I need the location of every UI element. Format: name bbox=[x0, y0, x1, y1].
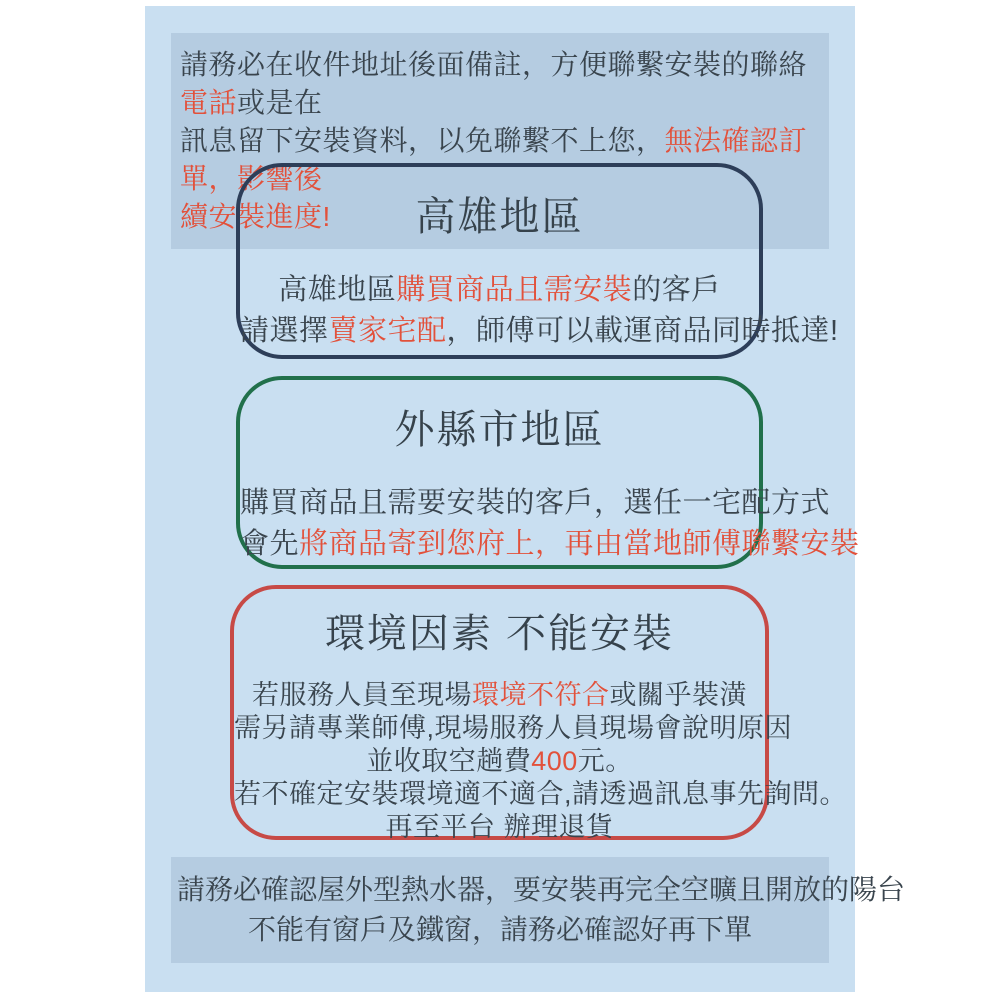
region-box-kaohsiung bbox=[236, 163, 839, 359]
other-counties-box-title: 外縣市地區 bbox=[394, 408, 605, 452]
environment-restriction-box bbox=[230, 585, 848, 842]
other-counties-box-body: 購買商品且需要安裝的客戶，選任一宅配方式 會先將商品寄到您府上，再由當地師傅聯繫安裝 bbox=[240, 487, 860, 560]
top-notice-text: 請務必在收件地址後面備註，方便聯繫安裝的聯絡電話或是在訊息留下安裝資料，以免聯繫不上您，無法確認訂單，影響後續安裝進度! bbox=[180, 49, 808, 232]
environment-box-body: 若服務人員至現場環境不符合或關乎裝潢 需另請專業師傅,現場服務人員現場會說明原因 並收取空趟費400元。 若不確定安裝環境適不適合,請透過訊息事先詢問。 再至平台 辦理退貨 bbox=[234, 680, 848, 842]
kaohsiung-box-title: 高雄地區 bbox=[415, 195, 584, 239]
bottom-notice-text: 請務必確認屋外型熱水器，要安裝再完全空曠且開放的陽台 不能有窗戶及鐵窗，請務必確認好再下單 bbox=[177, 874, 906, 945]
kaohsiung-box-body: 高雄地區購買商品且需安裝的客戶 請選擇賣家宅配，師傅可以載運商品同時抵達! bbox=[240, 274, 839, 347]
bottom-notice bbox=[171, 857, 906, 963]
info-panel bbox=[145, 6, 906, 992]
environment-box-title: 環境因素 不能安裝 bbox=[324, 612, 675, 656]
region-box-other-counties bbox=[236, 376, 860, 569]
